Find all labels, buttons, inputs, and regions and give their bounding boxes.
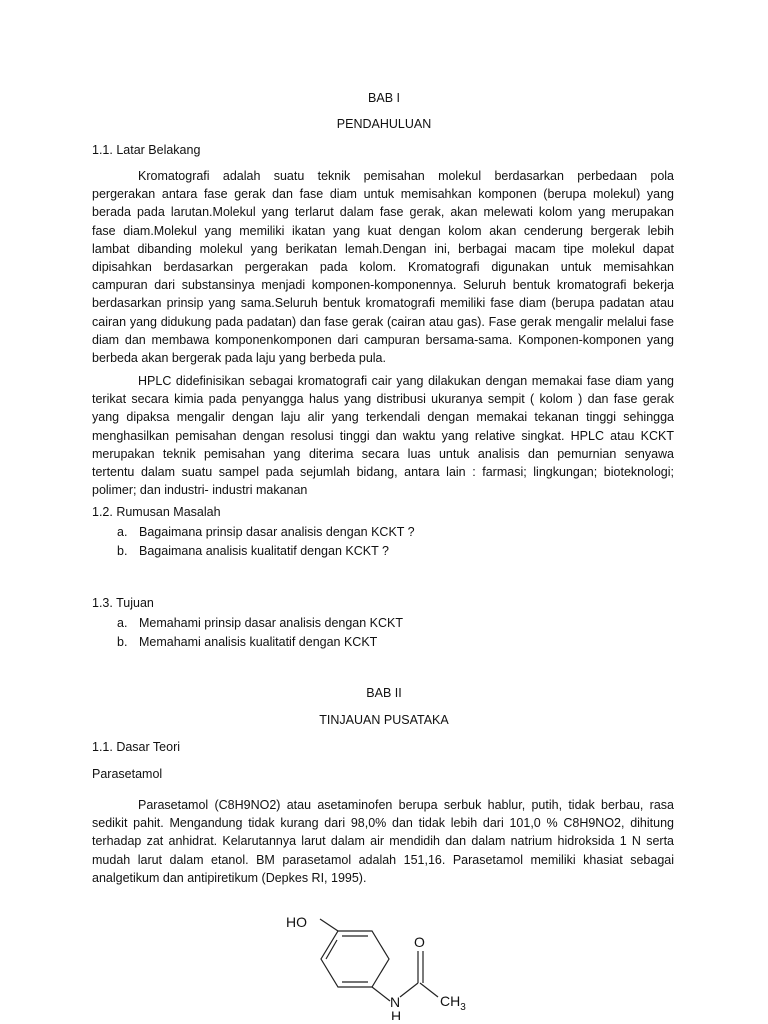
rumusan-masalah-list [117,523,415,560]
rumusan-masalah-heading: 1.2. Rumusan Masalah [92,505,221,519]
list-item: a. Bagaimana prinsip dasar analisis dengan KCKT ? [117,525,415,539]
paragraph-line: merupakan teknik pemisahan yang diterima secara luas untuk analisis dan pemurnian senyawa [92,446,674,461]
paragraph-line: lambat dibanding molekul yang berikatan lemah.Dengan ini, berbagai macam tipe molekul dapat [92,241,674,256]
paragraph-line: tertentu dalam suatu sampel pada sejumlah bidang, antara lain : farmasi; lingkungan; bioteknologi; [92,464,674,479]
paragraph-line: diam dan membawa komponenkomponen dari campuran bersama-sama. Komponen-komponen yang [92,332,674,347]
paracetamol-structure-diagram [270,905,490,1020]
list-item: b. Memahami analisis kualitatif dengan KCKT [117,634,378,649]
latar-belakang-paragraph-2 [92,372,674,499]
paragraph-line: Kromatografi adalah suatu teknik pemisahan molekul berdasarkan perbedaan pola [138,169,674,183]
latar-belakang-paragraph-1 [92,167,674,367]
paragraph-line: Parasetamol (C8H9NO2) atau asetaminofen berupa serbuk hablur, putih, tidak berbau, rasa [138,798,674,812]
paragraph-line: mudah larut dalam etanol. BM parasetamol adalah 151,16. Parasetamol memiliki khasiat sebagai [92,852,674,867]
paragraph-line: menghasilkan pemisahan dengan resolusi tinggi dan waktu yang relative singkat. HPLC atau KCKT [92,428,674,443]
dasar-teori-heading: 1.1. Dasar Teori [92,740,181,754]
n-label: N [390,994,401,1010]
ho-label: HO [286,914,307,930]
paragraph-line: dipisahkan berdasarkan pergerakan pada kolom. Kromatografi digunakan untuk memisahkan [92,259,674,274]
list-item: a. Memahami prinsip dasar analisis dengan KCKT [117,616,404,630]
n-bond [372,987,390,1001]
methyl-bond [420,983,438,997]
latar-belakang-heading: 1.1. Latar Belakang [92,143,201,157]
paragraph-line: yang dipaksa mengalir dengan laju alir yang terkendali dengan memakai tekanan tinggi sehingga [92,410,674,425]
paragraph-line: campuran dari substansinya menjadi komponen-komponennya. Seluruh bentuk kromatografi bekerja [92,278,674,293]
paragraph-line: berada pada larutan.Molekul yang terlarut dalam fase gerak, akan melewati kolom yang merupakan [92,205,674,220]
ch3-label: $CH_3$ [440,993,466,1013]
parasetamol-paragraph [92,796,674,887]
bab2-title: BAB II [366,686,402,700]
paragraph-line: pergerakan antara fase gerak dan fase diam untuk memisahkan komponen (berupa molekul) yang [92,187,674,202]
bab1-title: BAB I [368,91,400,105]
paragraph-line: cairan yang didukung pada padatan) dan fase gerak (cairan atau gas). Fase gerak mengalir melalui fase [92,314,674,329]
parasetamol-subheading: Parasetamol [92,767,163,781]
paragraph-line: terikat secara kimia pada penyangga halus yang distribusi ukuranya sempit ( kolom ) dan fase gerak [92,392,674,407]
paragraph-line: analgetikum dan antipiretikum (Depkes RI, 1995). [92,870,367,885]
paragraph-line: HPLC didefinisikan sebagai kromatografi cair yang dilakukan dengan memakai fase diam yang [138,374,674,388]
o-label: O [414,934,425,950]
paragraph-line: sedikit pahit. Mengandung tidak kurang dari 98,0% dan tidak lebih dari 101,0 % C8H9NO2, dihitung [92,816,674,831]
paragraph-line: berdasarkan prinsip yang sama.Seluruh bentuk kromatografi memiliki fase diam (berupa padatan atau [92,296,674,311]
ho-bond [320,919,338,931]
list-item: b. Bagaimana analisis kualitatif dengan KCKT ? [117,543,389,558]
bab1-subtitle: PENDAHULUAN [336,117,432,131]
bab2-subtitle: TINJAUAN PUSATAKA [319,713,449,727]
paragraph-line: berbeda akan bergerak pada laju yang berbeda pula. [92,350,386,365]
amide-bond [400,983,418,997]
h-label: H [391,1008,402,1020]
benzene-ring [321,931,389,987]
paragraph-line: terhadap zat anhidrat. Kelarutannya larut dalam air mendidih dan dalam natrium hidroksida 1 N serta [92,834,674,849]
paragraph-line: fase diam.Molekul yang memiliki ikatan yang kuat dengan kolom akan cenderung bergerak lebih [92,223,674,238]
tujuan-list [117,614,403,651]
paragraph-line: polimer; dan industri- industri makanan [92,483,308,498]
tujuan-heading: 1.3. Tujuan [92,596,154,610]
